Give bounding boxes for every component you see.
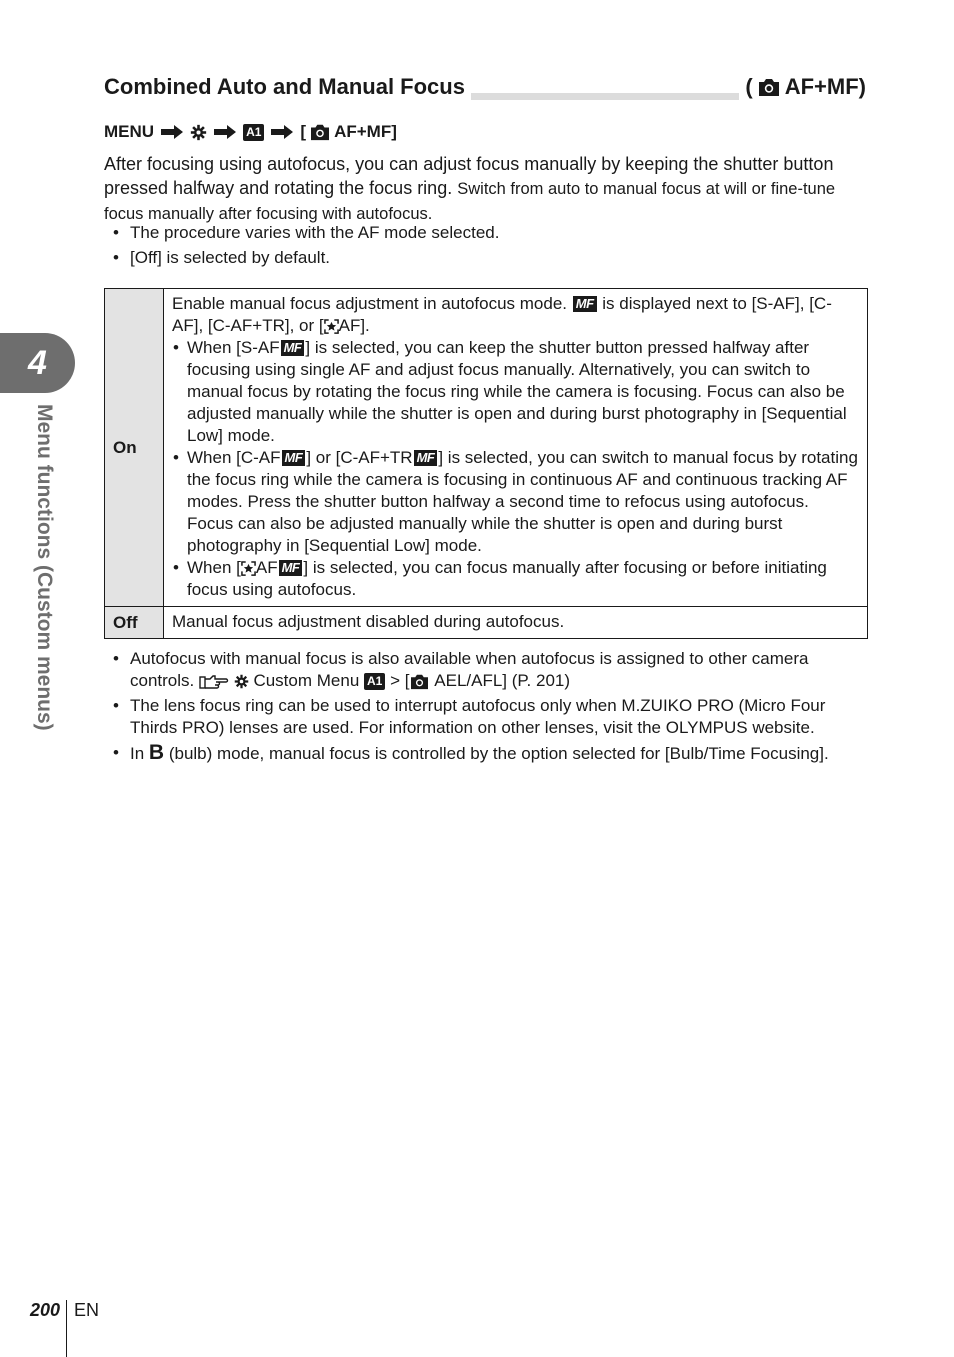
list-item: • The lens focus ring can be used to interrupt autofocus only when M.ZUIKO PRO (Micro Four Thirds PRO) lenses are used. For information on other lenses, visit the OLYMPUS website.	[104, 695, 866, 739]
notes-bottom	[104, 648, 866, 768]
bullet-text: ] is selected, you can focus manually after focusing or before initiating focus using autofocus.	[187, 558, 827, 599]
table-key-on: On	[105, 289, 164, 606]
chapter-title: Menu functions (Custom menus)	[33, 404, 56, 731]
bullet-text: AF	[255, 558, 278, 577]
intro-small: Switch from auto to manual focus at will or fine-tune focus manually after focusing with autofocus.	[104, 180, 836, 223]
list-item: • [Off] is selected by default.	[104, 247, 866, 269]
reference-hand-icon	[199, 674, 229, 690]
settings-table	[104, 288, 868, 639]
bullet-text: ] is selected, you can keep the shutter button pressed halfway after focusing using single AF and adjust focus manually. Alternatively, you can switch to manual focus by rotating the focus ring while the camera is focusing. Focus can also be adjusted manually while the shutter is open and during burst photography in [Sequential Low] mode.	[187, 338, 847, 445]
list-item	[172, 557, 859, 601]
mf-icon: MF	[279, 560, 303, 576]
table-row-on	[105, 289, 867, 607]
language-code: EN	[74, 1300, 100, 1320]
bullet-text: When [C-AF	[187, 448, 281, 467]
bullet-text: ] is selected, you can switch to manual focus by rotating the focus ring while the camera is focusing in continuous AF and continuous tracking AF modes. Press the shutter button halfway a second time to refocus using autofocus. Focus can also be adjusted manually while the shutter is open and during burst photography in [Sequential Low] mode.	[187, 448, 858, 555]
intro-main: After focusing using autofocus, you can adjust focus manually by keeping the shutter button pressed halfway and rotating the focus ring.	[104, 154, 834, 198]
arrow-right-icon	[160, 124, 184, 140]
camera-icon	[309, 123, 331, 141]
chapter-number: 4	[28, 343, 47, 382]
chapter-tab	[0, 333, 75, 393]
menu-item-bracket: [	[300, 122, 307, 141]
custom-menu-a1-icon: A1	[243, 124, 264, 141]
list-item	[104, 742, 866, 765]
menu-item-label: AF+MF]	[334, 122, 397, 141]
bullet-text: ] or [C-AF+TR	[306, 448, 413, 467]
table-row-off	[105, 607, 867, 638]
footer-divider	[66, 1300, 67, 1357]
arrow-right-icon	[213, 124, 237, 140]
custom-menu-a1-icon: A1	[364, 673, 385, 690]
camera-icon	[409, 673, 430, 690]
note-text: Autofocus with manual focus is also available when autofocus is assigned to other camera controls.	[130, 649, 809, 690]
on-desc-text: Enable manual focus adjustment in autofocus mode.	[172, 294, 568, 313]
section-title-menu-label	[739, 74, 866, 100]
gear-icon	[190, 124, 207, 141]
section-title: Combined Auto and Manual Focus	[104, 74, 471, 100]
table-value-off: Manual focus adjustment disabled during autofocus.	[172, 612, 565, 631]
list-item: • The procedure varies with the AF mode selected.	[104, 222, 866, 244]
arrow-right-icon	[270, 124, 294, 140]
list-item	[104, 648, 866, 692]
note-text: Custom Menu	[253, 671, 360, 690]
note-text: In	[130, 744, 145, 763]
camera-icon	[757, 77, 781, 97]
page-number: 200	[30, 1300, 61, 1320]
bullet-text: When [	[187, 558, 241, 577]
section-title-bar	[104, 74, 866, 100]
table-value-on	[164, 289, 867, 606]
on-desc-text: is displayed next to [S-AF], [C-AF], [C-AF+TR], or [	[172, 294, 832, 335]
gear-icon	[234, 674, 249, 689]
face-priority-icon	[324, 319, 339, 334]
note-text: AEL/AFL] (P. 201)	[434, 671, 571, 690]
bulb-mode-icon: B	[148, 741, 165, 764]
on-desc-text: AF].	[338, 316, 370, 335]
note-text: > [	[390, 671, 410, 690]
on-description	[172, 293, 859, 337]
intro-paragraph	[104, 152, 864, 226]
on-bullets	[172, 337, 859, 601]
mf-icon: MF	[281, 340, 305, 356]
chapter-title-vertical	[24, 404, 60, 784]
notes-top	[104, 222, 866, 272]
list-item	[172, 337, 859, 447]
menu-label: MENU	[104, 122, 155, 141]
menu-path	[104, 119, 397, 145]
list-item	[172, 447, 859, 557]
note-text: (bulb) mode, manual focus is controlled by the option selected for [Bulb/Time Focusing].	[168, 744, 829, 763]
title-afmf: AF+MF)	[784, 74, 866, 99]
bullet-text: When [S-AF	[187, 338, 280, 357]
mf-icon: MF	[573, 296, 597, 312]
face-priority-icon	[241, 561, 256, 576]
mf-icon: MF	[414, 450, 438, 466]
title-paren: (	[745, 74, 753, 99]
menu-item	[300, 122, 396, 142]
table-key-off: Off	[105, 607, 164, 638]
mf-icon: MF	[282, 450, 306, 466]
